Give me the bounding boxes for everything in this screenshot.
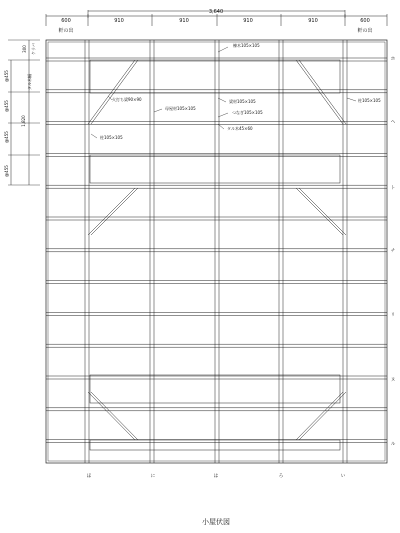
grid-axis-label: ろ (278, 474, 284, 479)
grid-axis-label: チ (390, 249, 396, 254)
callout-brace: 火打ち梁90×90 (112, 97, 142, 102)
total-dimension: 1,820 (21, 115, 26, 127)
dimension-segment: 600 (61, 18, 71, 24)
brace-line (296, 188, 343, 235)
brace-line (299, 60, 346, 124)
leader-line (218, 47, 228, 52)
brace-line (88, 60, 135, 124)
callout-post-right: 柱105×105 (358, 98, 381, 103)
inner-plate (48, 42, 385, 461)
dimension-segment: 910 (114, 18, 124, 24)
callout-tsunagi: つなぎ105×105 (232, 110, 263, 115)
brace-line (296, 392, 343, 440)
dimension-segment: 910 (308, 18, 318, 24)
dimension-segment: 600 (360, 18, 370, 24)
brace-line (299, 188, 346, 235)
leader-line (218, 113, 228, 117)
dimension-segment: 910 (179, 18, 189, 24)
grid-axis-label: は (213, 474, 219, 479)
ridge-dimension: 300 (22, 45, 27, 53)
grid-axis-label: い (340, 474, 346, 479)
callout-beam: 梁材105×105 (229, 99, 256, 104)
brace-line (299, 392, 346, 440)
brace-line (91, 60, 138, 124)
ridge-label: ケラバ (31, 43, 36, 55)
grid-axis-label: ヌ (390, 378, 396, 383)
dimension-segment: 910 (243, 18, 253, 24)
brace-line (88, 188, 135, 235)
leader-line (347, 98, 356, 101)
grid-axis-label: に (150, 474, 156, 479)
callout-rafter: タル木45×60 (227, 126, 253, 131)
eaves-label-left: 軒の出 (58, 28, 74, 34)
leader-line (154, 109, 162, 112)
grid-axis-label: ホ (390, 57, 396, 62)
grid-axis-label: ト (390, 186, 396, 191)
pitch-dimension: @455 (4, 100, 9, 112)
eaves-label-right: 軒の出 (357, 28, 373, 34)
rafter-label: タル木幅 (27, 74, 32, 90)
rafter-pitch: @455 (4, 70, 9, 82)
leader-line (91, 134, 97, 138)
callout-purlin: 棟木105×105 (233, 43, 260, 48)
brace-line (91, 392, 138, 440)
pitch-dimension: @455 (4, 131, 9, 143)
framing-lines (8, 10, 387, 463)
grid-axis-label: ヘ (390, 120, 396, 125)
dimension-total: 3,640 (208, 9, 224, 15)
pitch-dimension: @455 (4, 165, 9, 177)
grid-axis-label: ほ (86, 474, 92, 479)
grid-axis-label: ル (390, 442, 396, 447)
brace-line (88, 392, 135, 440)
brace-line (296, 60, 343, 124)
brace-line (91, 188, 138, 235)
callout-moya: 母屋材105×105 (165, 106, 196, 111)
drawing-title: 小屋伏図 (202, 518, 230, 526)
grid-axis-label: リ (390, 313, 396, 318)
callout-post-left: 柱105×105 (100, 135, 123, 140)
